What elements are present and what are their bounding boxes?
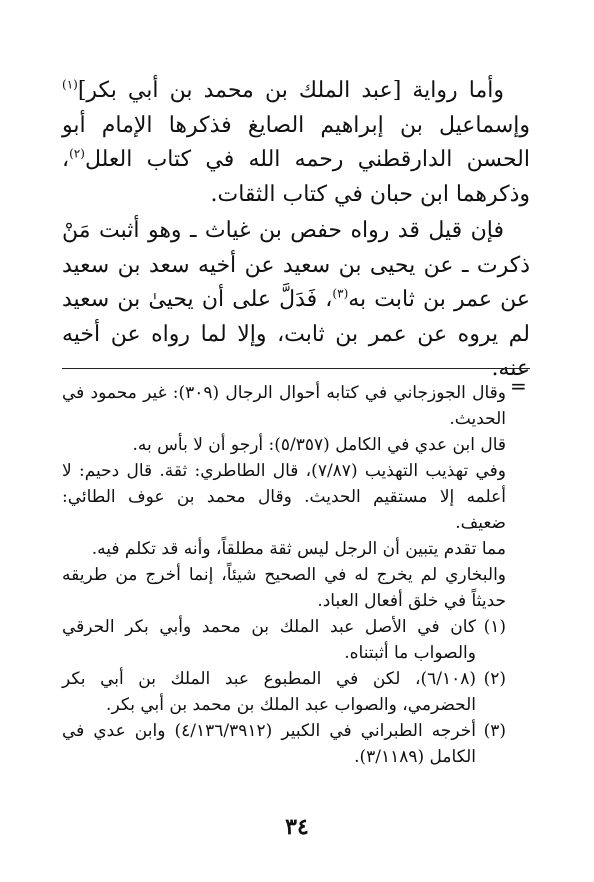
footnote-separator bbox=[62, 368, 530, 369]
paragraph-2-text-b: ، فَدَلَّ على أن يحيىٰ بن سعيد لم يروه عن عمر بن ثابت، وإلا لما رواه عن أخيه عنه. bbox=[62, 287, 530, 381]
footnote-ref-3: (٣) bbox=[332, 286, 349, 301]
footnote-ref-1: (١) bbox=[62, 77, 78, 92]
footnote-1-text: كان في الأصل عبد الملك بن محمد وأبي بكر الحرقي والصواب ما أثبتناه. bbox=[62, 617, 476, 663]
footnote-2-number: (٢) bbox=[483, 669, 506, 689]
page-number: ٣٤ bbox=[285, 814, 309, 840]
footnote-3 bbox=[62, 718, 506, 770]
paragraph-1-text-a: وأما رواية [عبد الملك بن محمد بن أبي بكر] bbox=[77, 78, 504, 103]
continuation-mark: = bbox=[510, 374, 527, 398]
main-text bbox=[62, 74, 530, 387]
paragraph-2-text-a: فإن قيل قد رواه حفص بن غياث ـ وهو أثبت مَنْ ذكرت ـ عن يحيى بن سعيد عن أخيه سعد بن سعيد عن عمر بن ثابت به bbox=[62, 218, 531, 312]
paragraph-1 bbox=[62, 74, 530, 212]
footnote-2-text: (٦/١٠٨)، لكن في المطبوع عبد الملك بن أبي بكر الحضرمي، والصواب عبد الملك بن محمد بن أبي بكر. bbox=[62, 669, 476, 715]
paragraph-2 bbox=[62, 214, 530, 387]
footnote-1 bbox=[62, 614, 506, 666]
footnote-ref-2: (٢) bbox=[69, 146, 85, 161]
note-continued-line-3: وفي تهذيب التهذيب (٧/٨٧)، قال الطاطري: ثقة. قال دحيم: لا أعلمه إلا مستقيم الحديث. وقال محمد بن عوف الطائي: ضعيف. bbox=[62, 461, 507, 533]
note-continued-line-1: وقال الجوزجاني في كتابه أحوال الرجال (٣٠٩): غير محمود في الحديث. bbox=[62, 383, 506, 429]
footnote-1-number: (١) bbox=[483, 617, 506, 637]
footnotes-area bbox=[62, 380, 506, 770]
note-continued-line-5: والبخاري لم يخرج له في الصحيح شيئاً، إنما أخرج من طريقه حديثاً في خلق أفعال العباد. bbox=[62, 565, 506, 611]
footnote-3-text: أخرجه الطبراني في الكبير (٤/١٣٦/٣٩١٢) وابن عدي في الكامل (٣/١١٨٩). bbox=[62, 721, 476, 767]
paragraph-1-text-b: وإسماعيل بن إبراهيم الصايغ فذكرها الإمام أبو الحسن الدارقطني رحمه الله في كتاب العلل bbox=[62, 112, 530, 172]
footnote-2 bbox=[62, 666, 506, 718]
note-continued-line-2: قال ابن عدي في الكامل (٥/٣٥٧): أرجو أن لا بأس به. bbox=[132, 435, 506, 455]
footnote-3-number: (٣) bbox=[483, 721, 506, 741]
paragraph-1-text-c: ، وذكرهما ابن حبان في كتاب الثقات. bbox=[62, 147, 530, 207]
note-continued-line-4: مما تقدم يتبين أن الرجل ليس ثقة مطلقاً، وأنه قد تكلم فيه. bbox=[91, 539, 506, 559]
